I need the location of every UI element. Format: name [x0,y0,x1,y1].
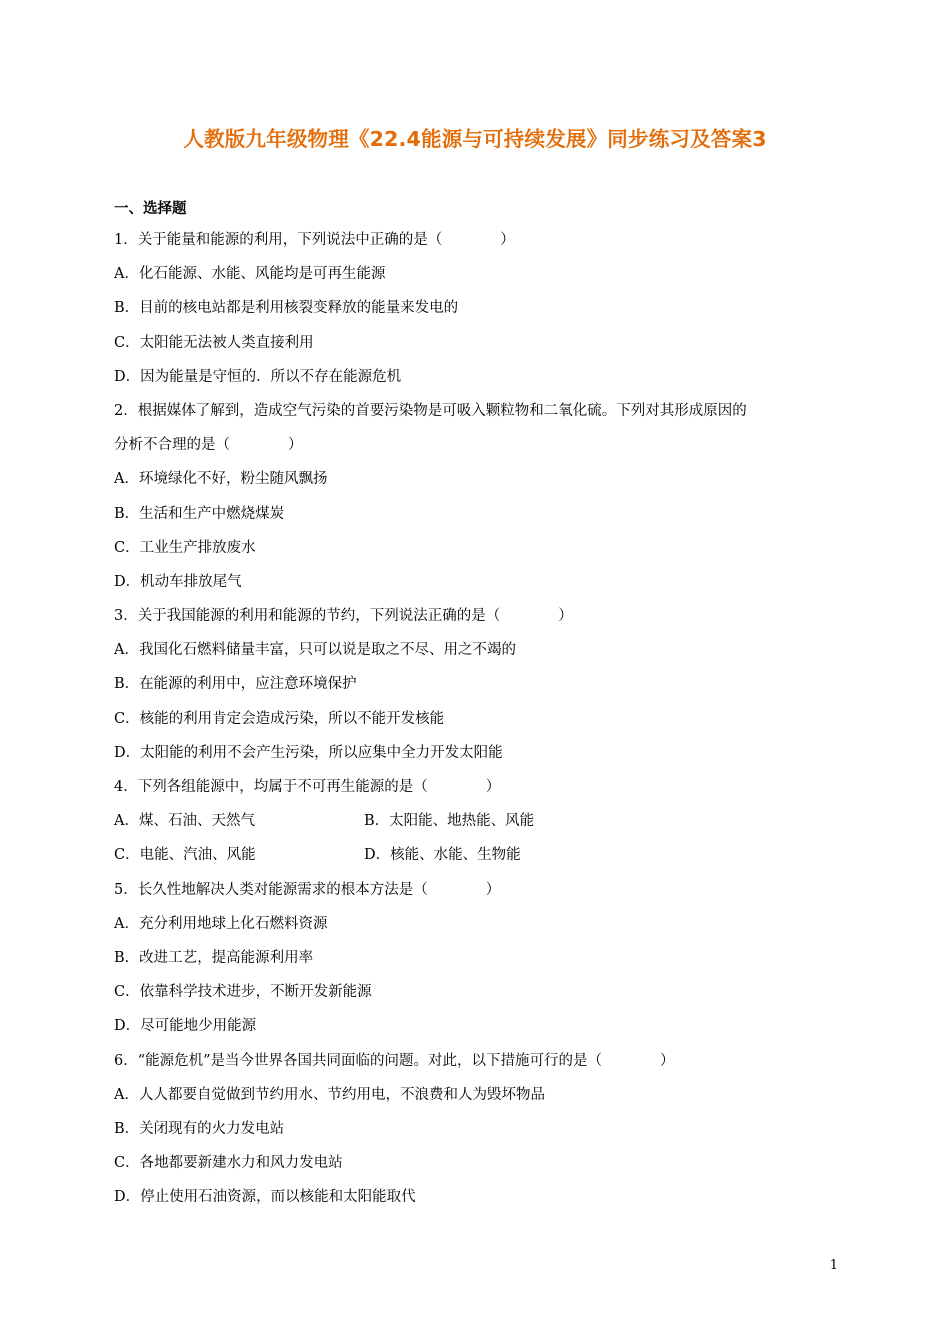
option-a: A．人人都要自觉做到节约用水、节约用电，不浪费和人为毁坏物品 [114,1086,545,1103]
question-4 [114,770,844,873]
option-a: A．充分利用地球上化石燃料资源 [114,915,328,932]
question-stem: 6．“能源危机”是当今世界各国共同面临的问题。对此，以下措施可行的是（ ） [114,1052,675,1069]
page-title: 人教版九年级物理《22.4能源与可持续发展》同步练习及答案3 [183,127,767,151]
section-heading: 一、选择题 [114,201,187,217]
option-b: B．关闭现有的火力发电站 [114,1120,285,1137]
question-stem: 3．关于我国能源的利用和能源的节约，下列说法正确的是（ ） [114,608,573,625]
option-a: A．我国化石燃料储量丰富，只可以说是取之不尽、用之不竭的 [114,642,516,659]
option-d: D．核能、水能、生物能 [364,847,521,864]
page-number: 1 [829,1258,838,1273]
question-2 [114,394,844,599]
option-b: B．太阳能、地热能、风能 [364,813,535,830]
question-3 [114,599,844,770]
option-d: D．因为能量是守恒的．所以不存在能源危机 [114,368,402,385]
question-stem: 1．关于能量和能源的利用，下列说法中正确的是（ ） [114,232,515,248]
question-5 [114,873,844,1044]
option-b: B．生活和生产中燃烧煤炭 [114,505,285,522]
question-stem: 4．下列各组能源中，均属于不可再生能源的是（ ） [114,779,501,795]
option-a: A．环境绿化不好，粉尘随风飘扬 [114,471,328,488]
question-stem: 2．根据媒体了解到，造成空气污染的首要污染物是可吸入颗粒物和二氧化硫。下列对其形成原因的 [114,402,747,419]
question-6 [114,1044,844,1215]
question-list [114,196,844,1214]
option-c: C．依靠科学技术进步，不断开发新能源 [114,984,372,1001]
option-c: C．工业生产排放废水 [114,539,256,556]
option-b: B．在能源的利用中，应注意环境保护 [114,676,357,693]
option-d: D．停止使用石油资源，而以核能和太阳能取代 [114,1189,416,1206]
option-b: B．改进工艺，提高能源利用率 [114,949,314,966]
option-row [114,804,844,838]
option-row [114,838,844,872]
option-c: C．各地都要新建水力和风力发电站 [114,1155,343,1172]
option-c: C．电能、汽油、风能 [114,847,256,864]
option-a: A．化石能源、水能、风能均是可再生能源 [114,266,386,283]
question-1 [114,223,844,394]
option-d: D．机动车排放尾气 [114,573,242,590]
option-d: D．太阳能的利用不会产生污染，所以应集中全力开发太阳能 [114,744,503,761]
option-a: A．煤、石油、天然气 [114,813,255,830]
question-stem-continued: 分析不合理的是（ ） [114,437,303,454]
question-stem: 5．长久性地解决人类对能源需求的根本方法是（ ） [114,881,501,898]
option-d: D．尽可能地少用能源 [114,1018,257,1035]
option-b: B．目前的核电站都是利用核裂变释放的能量来发电的 [114,300,459,317]
option-c: C．核能的利用肯定会造成污染，所以不能开发核能 [114,710,445,727]
option-c: C．太阳能无法被人类直接利用 [114,334,314,351]
